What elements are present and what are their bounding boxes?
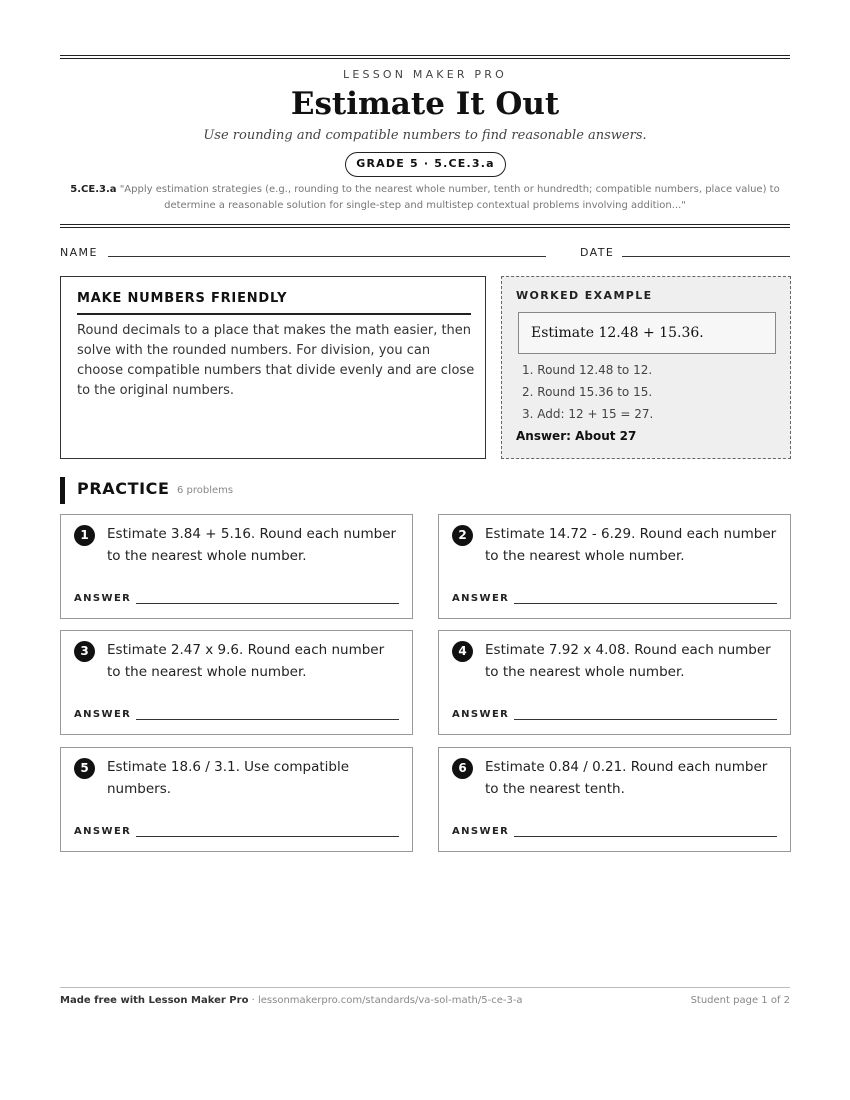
- problem-number: 6: [452, 758, 473, 779]
- answer-label: ANSWER: [452, 826, 510, 837]
- worked-example-card: [501, 276, 791, 459]
- problem-text: Estimate 2.47 x 9.6. Round each number to the nearest whole number.: [107, 642, 385, 680]
- worked-step: 1. Round 12.48 to 12.: [522, 363, 653, 377]
- brand-name: LESSON MAKER PRO: [343, 68, 507, 81]
- problem-number: 5: [74, 758, 95, 779]
- answer-field-2[interactable]: [514, 603, 777, 604]
- worked-example-problem: Estimate 12.48 + 15.36.: [518, 312, 776, 354]
- problem-card-2: [438, 514, 791, 619]
- problem-number: 1: [74, 525, 95, 546]
- problem-text: Estimate 18.6 / 3.1. Use compatible numbers.: [107, 759, 350, 797]
- practice-heading: PRACTICE: [77, 479, 170, 498]
- problem-text: Estimate 3.84 + 5.16. Round each number to the nearest whole number.: [107, 526, 397, 564]
- standard-description: [68, 182, 782, 214]
- name-field[interactable]: [108, 256, 546, 257]
- problem-card-6: [438, 747, 791, 852]
- problem-text: Estimate 0.84 / 0.21. Round each number to the nearest tenth.: [485, 759, 768, 797]
- practice-accent-bar: [60, 477, 65, 504]
- answer-label: ANSWER: [74, 826, 132, 837]
- grade-badge: GRADE 5 · 5.CE.3.a: [345, 152, 506, 177]
- problem-text: Estimate 14.72 - 6.29. Round each number to the nearest whole number.: [485, 526, 777, 564]
- friendly-numbers-card: [60, 276, 486, 459]
- problem-text: Estimate 7.92 x 4.08. Round each number to the nearest whole number.: [485, 642, 771, 680]
- friendly-heading: MAKE NUMBERS FRIENDLY: [77, 291, 288, 306]
- top-rule: [60, 55, 790, 59]
- standard-code: 5.CE.3.a: [70, 184, 117, 195]
- friendly-heading-underline: [77, 313, 471, 315]
- standard-text: "Apply estimation strategies (e.g., rounding to the nearest whole number, tenth or hundredth; compatible numbers, place value) to determine a reasonable solution for single-step and multistep contextual problems involving addition...": [119, 184, 780, 211]
- footer-rule: [60, 987, 790, 988]
- answer-field-3[interactable]: [136, 719, 399, 720]
- worked-example-steps: [522, 359, 653, 425]
- answer-field-1[interactable]: [136, 603, 399, 604]
- worked-step: 2. Round 15.36 to 15.: [522, 385, 653, 399]
- problem-number: 2: [452, 525, 473, 546]
- worked-step: 3. Add: 12 + 15 = 27.: [522, 407, 654, 421]
- practice-count: 6 problems: [177, 485, 234, 496]
- answer-field-6[interactable]: [514, 836, 777, 837]
- problem-number: 4: [452, 641, 473, 662]
- answer-label: ANSWER: [452, 709, 510, 720]
- answer-field-4[interactable]: [514, 719, 777, 720]
- problem-card-4: [438, 630, 791, 735]
- answer-label: ANSWER: [452, 593, 510, 604]
- answer-label: ANSWER: [74, 593, 132, 604]
- worksheet-subtitle: Use rounding and compatible numbers to find reasonable answers.: [203, 128, 647, 143]
- name-label: NAME: [60, 246, 98, 259]
- friendly-body: Round decimals to a place that makes the math easier, then solve with the rounded numbers. For division, you can choose compatible numbers that divide evenly and are close to the original numbers.: [77, 323, 475, 398]
- problem-card-3: [60, 630, 413, 735]
- date-label: DATE: [580, 246, 615, 259]
- footer-page-number: Student page 1 of 2: [690, 995, 790, 1006]
- answer-field-5[interactable]: [136, 836, 399, 837]
- problem-card-1: [60, 514, 413, 619]
- footer-url[interactable]: · lessonmakerpro.com/standards/va-sol-math/5-ce-3-a: [248, 995, 523, 1006]
- date-field[interactable]: [622, 256, 790, 257]
- problem-card-5: [60, 747, 413, 852]
- header-bottom-rule: [60, 224, 790, 228]
- footer-made-with: Made free with Lesson Maker Pro: [60, 995, 249, 1006]
- footer-credit: [60, 995, 523, 1006]
- worked-example-answer: Answer: About 27: [516, 429, 637, 443]
- worksheet-title: Estimate It Out: [290, 86, 560, 122]
- problem-number: 3: [74, 641, 95, 662]
- answer-label: ANSWER: [74, 709, 132, 720]
- worked-example-heading: WORKED EXAMPLE: [516, 289, 653, 302]
